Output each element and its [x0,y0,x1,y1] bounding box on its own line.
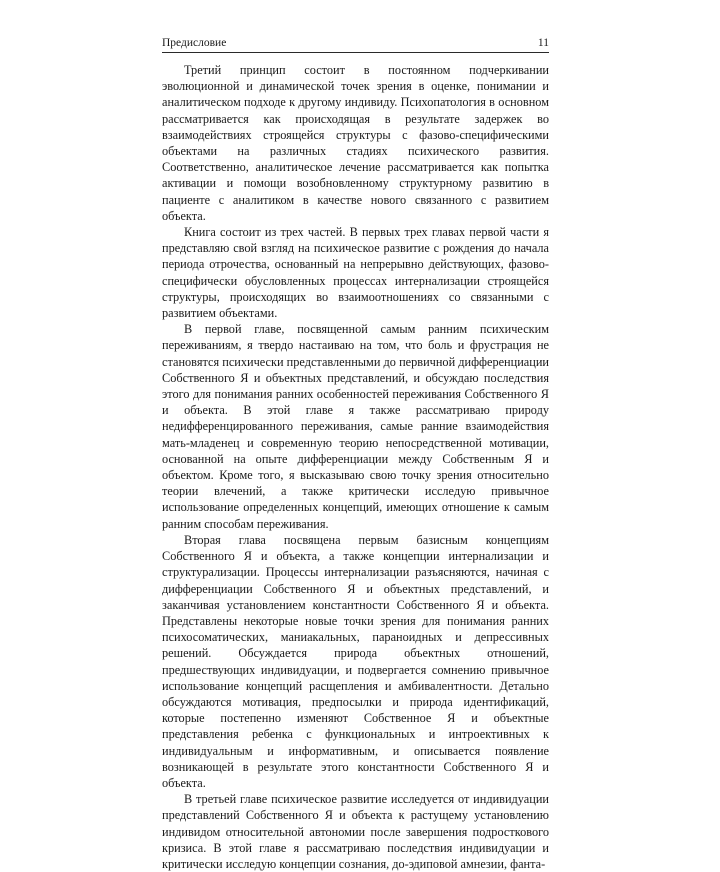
paragraph-chapter-three: В третьей главе психическое развитие исследуется от индивидуации представлений Собственного Я и объекта к растущему установлению индивидом относительной автономии после завершения подросткового кризиса. В этой главе я рассматриваю последствия индивидуации и критически исследую концепции сознания, до-эдиповой амнезии, фанта- [162,792,549,871]
running-header [162,34,549,52]
paragraph-chapter-two: Вторая глава посвящена первым базисным концепциям Собственного Я и объекта, а также концепции интернализации и структурализации. Процессы интернализации разъясняются, начиная с дифференциации Собственного Я и объектных представлений, и заканчивая установлением константности Собственного Я и объекта. Представлены некоторые новые точки зрения для понимания ранних психосоматических, маниакальных, параноидных и депрессивных решений. Обсуждается природа объектных отношений, предшествующих индивидуации, и подвергается сомнению привычное использование концепций расщепления и амбивалентности. Детально обсуждаются мотивация, предпосылки и природа идентификаций, которые постепенно изменяют Собственное Я и объектные представления ребенка с функциональных и интроективных к индивидуальным и информативным, и описывается появление возникающей в результате этого константности Собственного Я и объекта. [162,532,549,790]
paragraph-chapter-one: В первой главе, посвященной самым ранним психическим переживаниям, я твердо настаиваю на том, что боль и фрустрация не становятся психически представленными до первичной дифференциации Собственного Я и объектных представлений, и обсуждаю последствия этого для понимания ранних особенностей переживания Собственного Я и объекта. В этой главе я также рассматриваю природу недифференцированного переживания, самые ранние взаимодействия мать-младенец и современную теорию непосредственной мотивации, основанной на опыте дифференциации между Собственным Я и объектом. Кроме того, я высказываю свою точку зрения относительно теории влечений, а также критически исследую привычное использование определенных концепций, имеющих отношение к самым ранним способам переживания. [162,322,549,531]
paragraph-book-structure: Книга состоит из трех частей. В первых трех главах первой части я представляю свой взгляд на психическое развитие с рождения до начала периода отрочества, основанный на непрерывно действующих, фазово-специфически обусловленных процессах интернализации строящейся структуры, происходящих во взаимоотношениях со связанными с развитием объектами. [162,225,549,321]
page-number: 11 [537,37,549,49]
section-title: Предисловие [162,37,227,49]
body-text [162,62,549,872]
paragraph-principle: Третий принцип состоит в постоянном подчеркивании эволюционной и динамической точек зрения в оценке, понимании и аналитическом подходе к другому индивиду. Психопатология в основном рассматривается как происходящая в результате задержек во взаимодействиях строящейся структуры с фазово-специфическими объектами на различных стадиях психического развития. Соответственно, аналитическое лечение рассматривается как попытка активации и помощи возобновленному структурному развитию в пациенте с аналитиком в качестве нового связанного с развитием объекта. [162,63,549,223]
header-rule [162,52,549,53]
